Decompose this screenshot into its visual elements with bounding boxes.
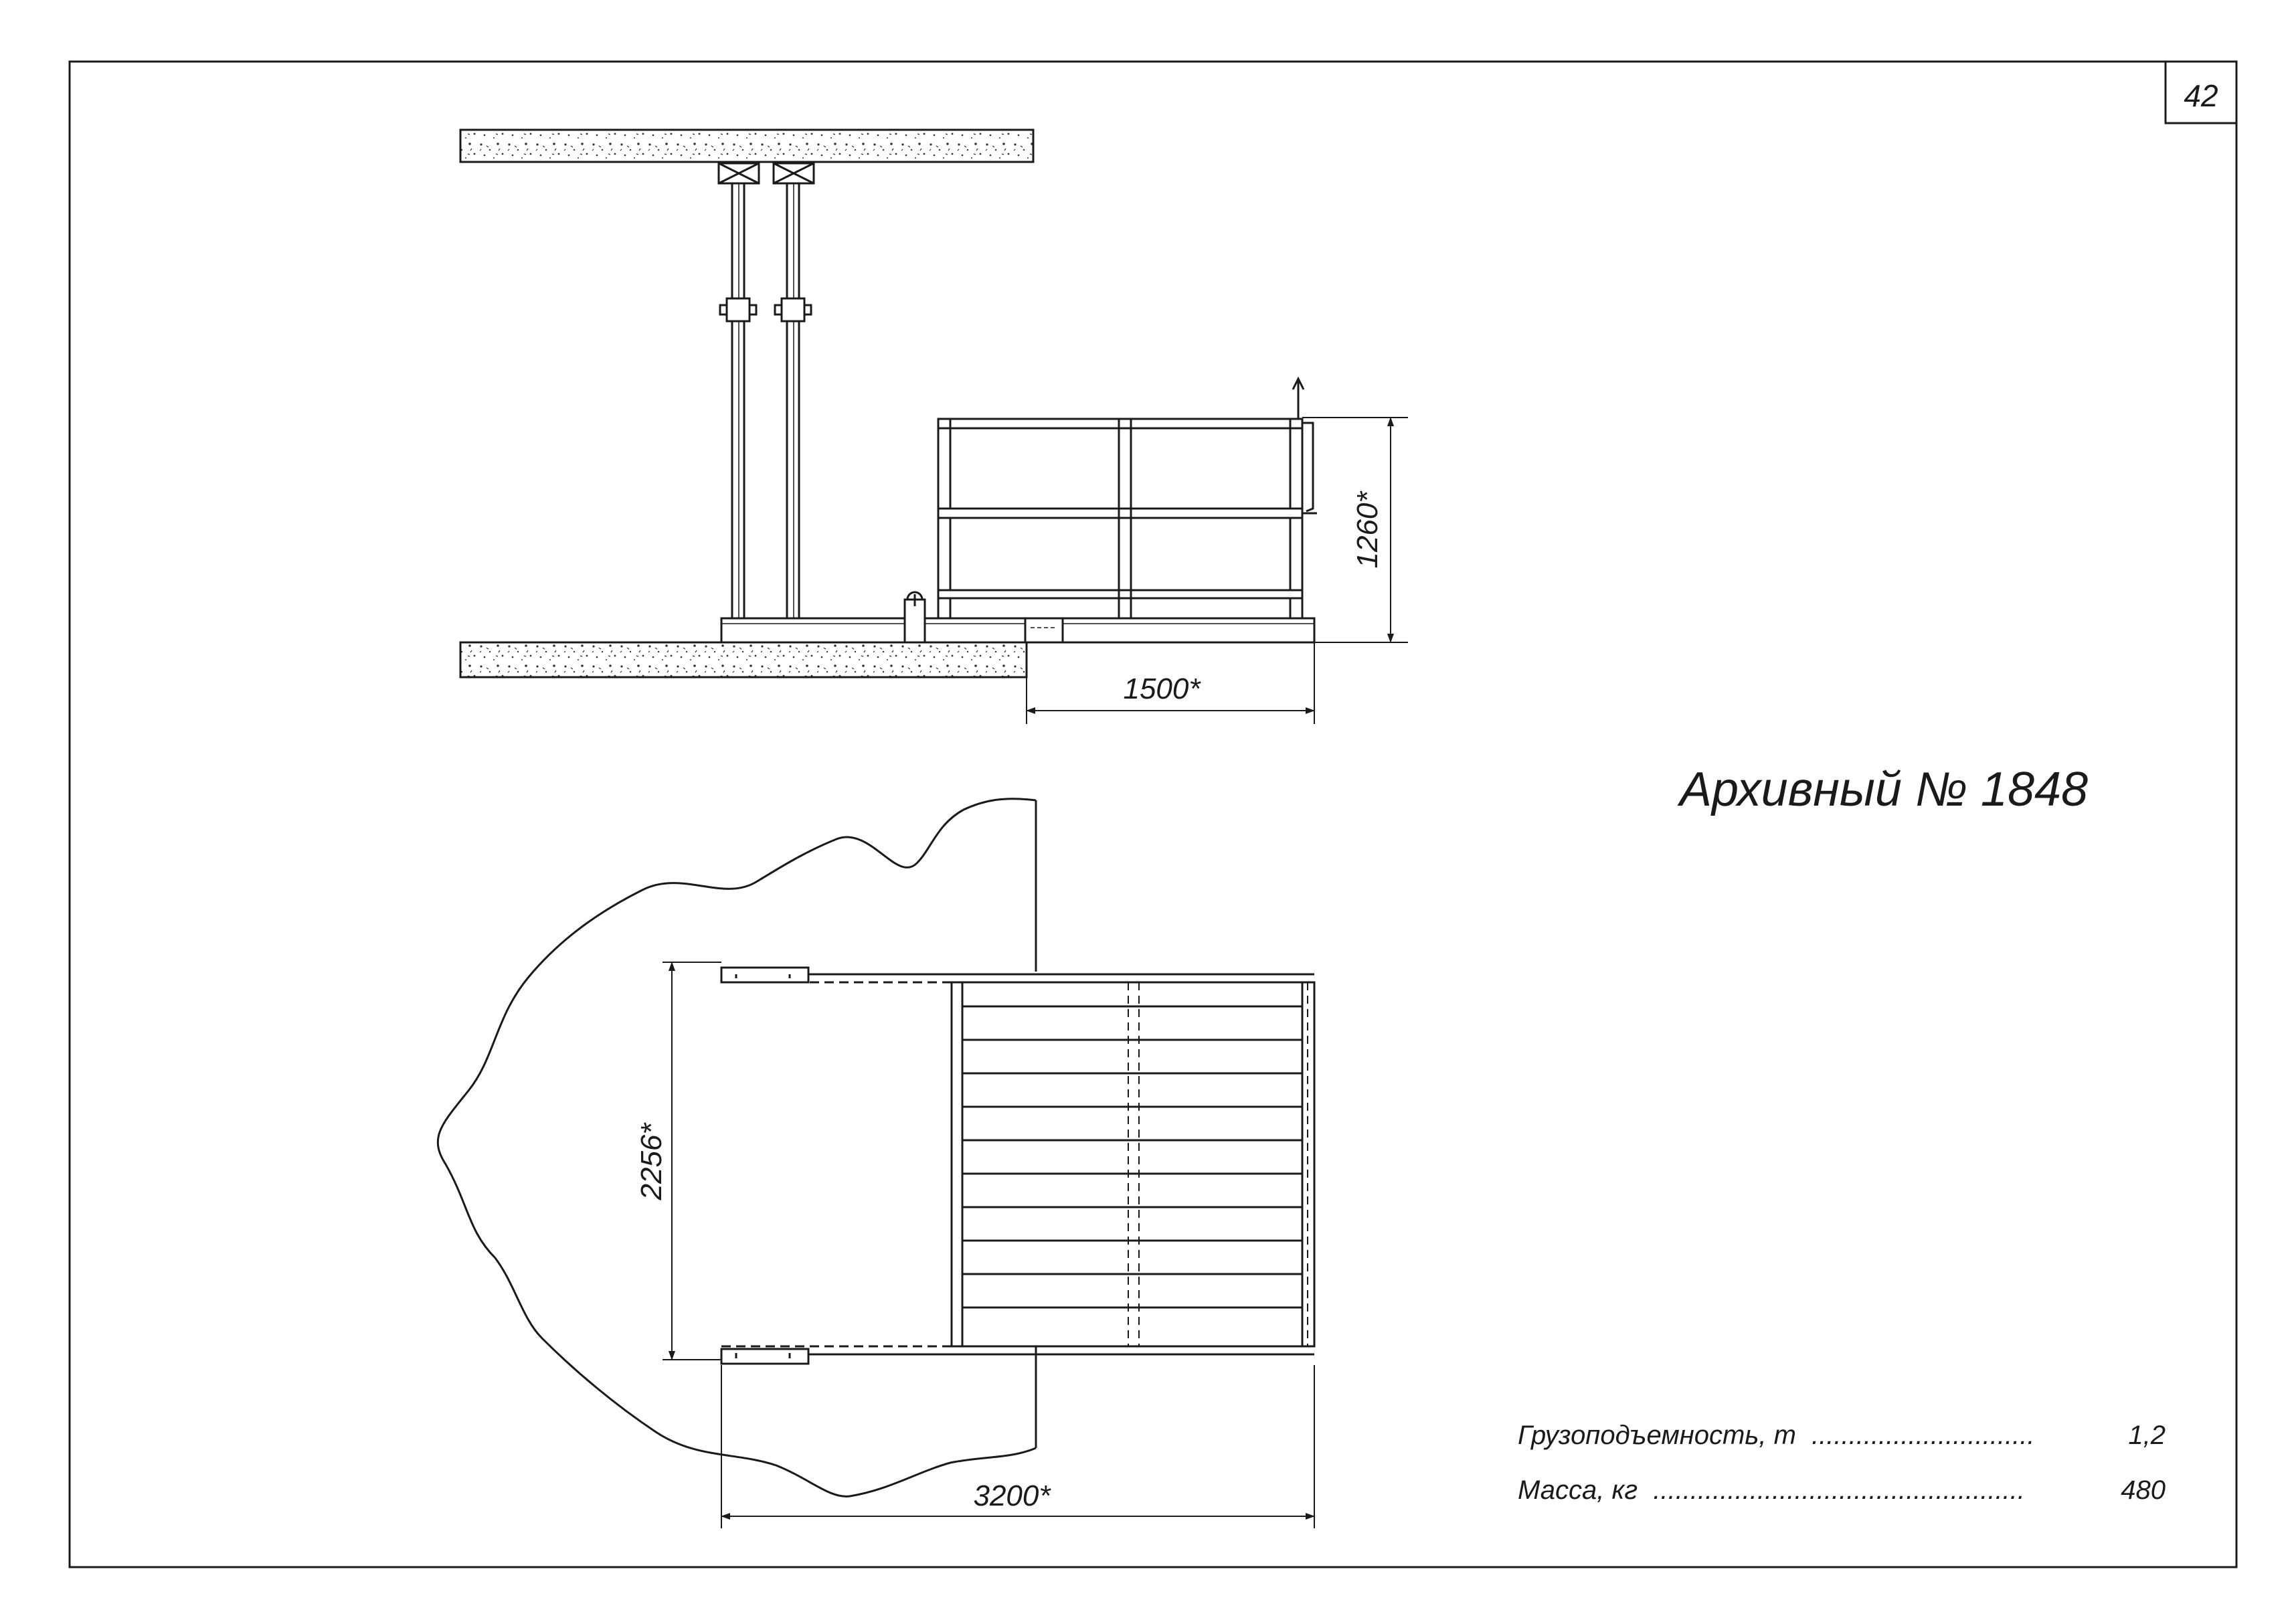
base-plate: [721, 618, 1314, 642]
length-dim-label: 3200*: [973, 1479, 1051, 1512]
page-number: 42: [2184, 78, 2218, 113]
cage-frame: [938, 379, 1317, 618]
spec-value: 480: [2121, 1475, 2166, 1505]
plan-view: [438, 799, 1314, 1497]
depth-dim-label: 2256*: [635, 1123, 668, 1200]
ceiling-slab: [460, 130, 1033, 162]
spec-leader: ..................................................: [1653, 1475, 2025, 1505]
plan-top-rail: [721, 968, 1314, 982]
spec-label: Грузоподъемность, т: [1518, 1421, 1796, 1450]
page-number-box: [2166, 62, 2236, 123]
ceiling-bracket: [719, 163, 814, 183]
post-clamp: [720, 298, 811, 321]
spec-row: [1518, 1421, 2034, 1450]
guide-post: [732, 183, 799, 642]
latch-icon: [905, 592, 925, 642]
step-plate: [1025, 618, 1063, 642]
elevation-view: [460, 130, 1317, 677]
plan-bottom-rail: [721, 1346, 1314, 1364]
break-line: [438, 799, 1036, 1497]
height-dim-label: 1260*: [1351, 491, 1384, 569]
spec-row: [1518, 1475, 2025, 1505]
floor-slab: [460, 642, 1027, 677]
plan-deck: [952, 982, 1314, 1346]
spec-table: [1518, 1421, 2166, 1505]
width-dim-label: 1500*: [1123, 672, 1201, 705]
spec-leader: ..............................: [1812, 1421, 2035, 1450]
dimension-depth: [663, 962, 721, 1360]
archive-label: Архивный № 1848: [1680, 763, 2089, 816]
spec-value: 1,2: [2128, 1421, 2166, 1450]
spec-label: Масса, кг: [1518, 1475, 1638, 1505]
